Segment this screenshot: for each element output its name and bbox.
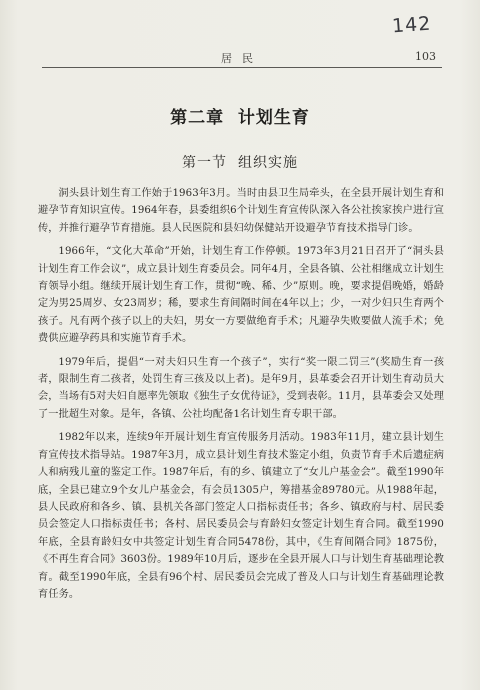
paragraph-1: 洞头县计划生育工作始于1963年3月。当时由县卫生局牵头，在全县开展计划生育和避孕节育知识宣传。1964年春，县委组织6个计划生育宣传队深入各公社挨家挨户进行宣传，并推行避孕节育措施。县人民医院和县妇幼保健站开设避孕节育技术指导门诊。: [38, 188, 444, 234]
handwritten-page-number: 142: [391, 12, 432, 38]
body-text: [38, 185, 444, 609]
running-header: [42, 49, 442, 68]
section-title: 第一节 组织实施: [182, 155, 298, 171]
chapter-title: 第二章 计划生育: [170, 108, 310, 128]
paragraph-3: 1979年后，提倡“一对夫妇只生育一个孩子”，实行“奖一限二罚三”(奖励生育一孩者，限制生育二孩者，处罚生育三孩及以上者)。是年9月，县革委会召开计划生育动员大会，当场有5对夫妇自愿率先领取《独生子女优待证》，受到表彰。11月，县革委会又处理了一批超生对象。是年，各镇、公社均配备1名计划生育专职干部。: [38, 356, 444, 420]
page-number: 103: [415, 50, 436, 63]
paragraph-2: 1966年，“文化大革命”开始，计划生育工作停顿。1973年3月21日召开了“洞头县计划生育工作会议”，成立县计划生育委员会。同年4月，全县各镇、公社相继成立计划生育领导小组。继续开展计划生育工作，贯彻“晚、稀、少”原则。晚，要求提倡晚婚，婚龄定为男25周岁、女23周岁；稀，要求生育间隔时间在4年以上；少，一对少妇只生育两个孩子。凡有两个孩子以上的夫妇，男女一方要做绝育手术；凡避孕失败要做人流手术；免费供应避孕药具和实施节育手术。: [38, 246, 444, 345]
paragraph-4: 1982年以来，连续9年开展计划生育宣传服务月活动。1983年11月，建立县计划生育宣传技术指导站。1987年3月，成立县计划生育技术鉴定小组，负责节育手术后遗症病人和病残儿童的鉴定工作。1987年后，有的乡、镇建立了“女儿户基金会”。截至1990年底，全县已建立9个女儿户基金会，有会员1305户，筹措基金89780元。从1988年起，县人民政府和各乡、镇、县机关各部门签定人口指标责任书；各乡、镇政府与村、居民委员会签定人口指标责任书；各村、居民委员会与育龄妇女签定计划生育合同。截至1990年底，全县育龄妇女中共签定计划生育合同5478份，其中，《生育间隔合同》1875份，《不再生育合同》3603份。1989年10月后，逐步在全县开展人口与计划生育基础理论教育。截至1990年底，全县有96个村、居民委员会完成了普及人口与计划生育基础理论教育任务。: [38, 432, 444, 600]
running-title: 居民: [221, 52, 263, 65]
